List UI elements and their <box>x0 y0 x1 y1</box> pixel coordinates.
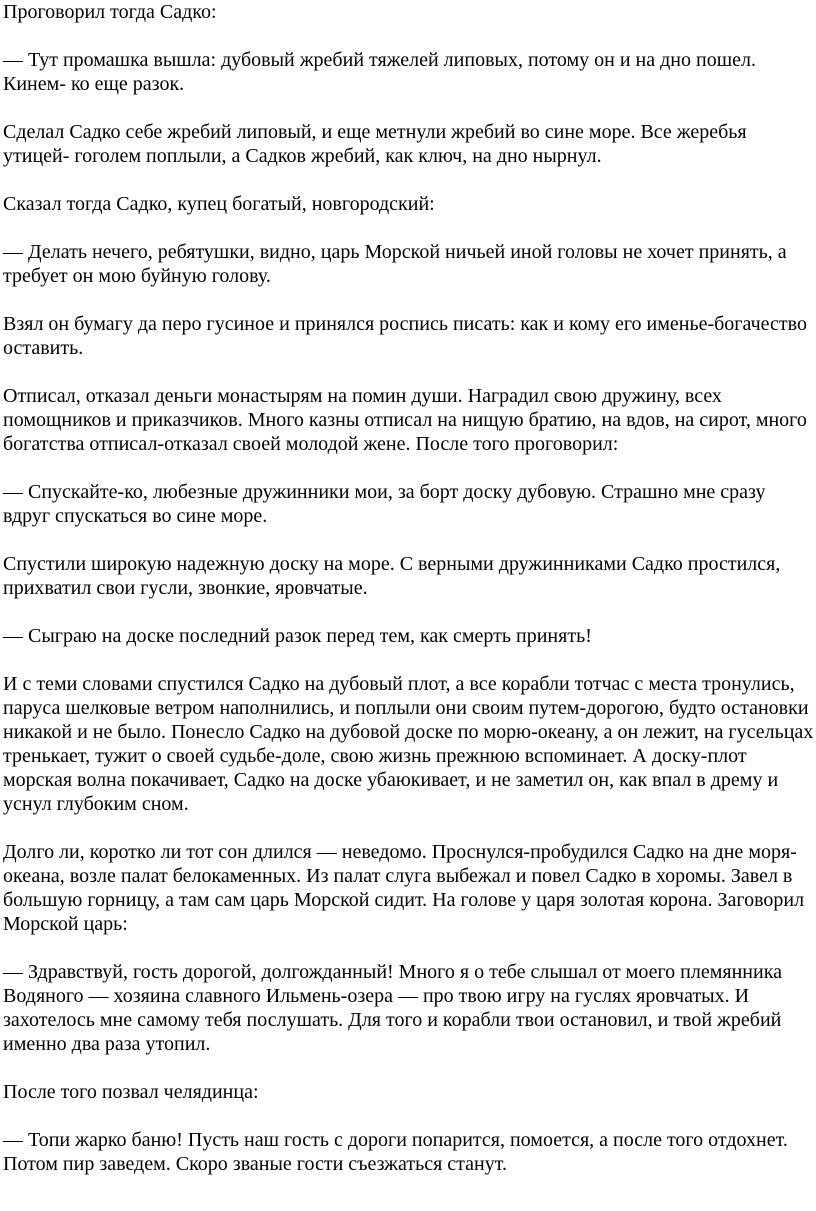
paragraph: Долго ли, коротко ли тот сон длился — неведомо. Проснулся-пробудился Садко на дне моря- океана, возле палат белокаменных. Из палат слуга выбежал и повел Садко в хоромы. Завел в большую горницу, а там сам царь Морской сидит. На голове у царя золотая корона. Заговорил Морской царь: <box>3 841 805 935</box>
paragraph: Отписал, отказал деньги монастырям на помин души. Наградил свою дружину, всех помощников и приказчиков. Много казны отписал на нищую братию, на вдов, на сирот, много богатства отписал-отказал своей молодой жене. После того проговорил: <box>3 385 807 455</box>
paragraph: Сделал Садко себе жребий липовый, и еще метнули жребий во сине море. Все жеребья утицей- гоголем поплыли, а Садков жребий, как ключ, на дно нырнул. <box>3 121 747 167</box>
paragraph: — Здравствуй, гость дорогой, долгожданный! Много я о тебе слышал от моего племянника Водяного — хозяина славного Ильмень-озера — про твою игру на гуслях яровчатых. И захотелось мне самому тебя послушать. Для того и корабли твои остановил, и твой жребий именно два раза утопил. <box>3 961 782 1055</box>
paragraph: После того позвал челядинца: <box>3 1081 259 1103</box>
paragraph: — Тут промашка вышла: дубовый жребий тяжелей липовых, потому он и на дно пошел. Кинем- ко еще разок. <box>3 49 756 95</box>
paragraph: — Топи жарко баню! Пусть наш гость с дороги попарится, помоется, а после того отдохнет. Потом пир заведем. Скоро званые гости съезжаться станут. <box>3 1129 788 1175</box>
paragraph: — Сыграю на доске последний разок перед тем, как смерть принять! <box>3 625 592 647</box>
paragraph: Взял он бумагу да перо гусиное и принялся роспись писать: как и кому его именье-богачество оставить. <box>3 313 807 359</box>
paragraph: Спустили широкую надежную доску на море. С верными дружинниками Садко простился, прихватил свои гусли, звонкие, яровчатые. <box>3 553 781 599</box>
paragraph: Проговорил тогда Садко: <box>3 1 217 23</box>
paragraph: — Спускайте-ко, любезные дружинники мои, за борт доску дубовую. Страшно мне сразу вдруг спускаться во сине море. <box>3 481 766 527</box>
paragraph: И с теми словами спустился Садко на дубовый плот, а все корабли тотчас с места тронулись, паруса шелковые ветром наполнились, и поплыли они своим путем-дорогою, будто остановки никакой и не было. Понесло Садко на дубовой доске по морю-океану, а он лежит, на гусельцах тренькает, тужит о своей судьбе-доле, свою жизнь прежнюю вспоминает. А доску-плот морская волна покачивает, Садко на доске убаюкивает, и не заметил он, как впал в дрему и уснул глубоким сном. <box>3 673 814 815</box>
paragraph: Сказал тогда Садко, купец богатый, новгородский: <box>3 193 435 215</box>
paragraph: — Делать нечего, ребятушки, видно, царь Морской ничьей иной головы не хочет принять, а требует он мою буйную голову. <box>3 241 787 287</box>
